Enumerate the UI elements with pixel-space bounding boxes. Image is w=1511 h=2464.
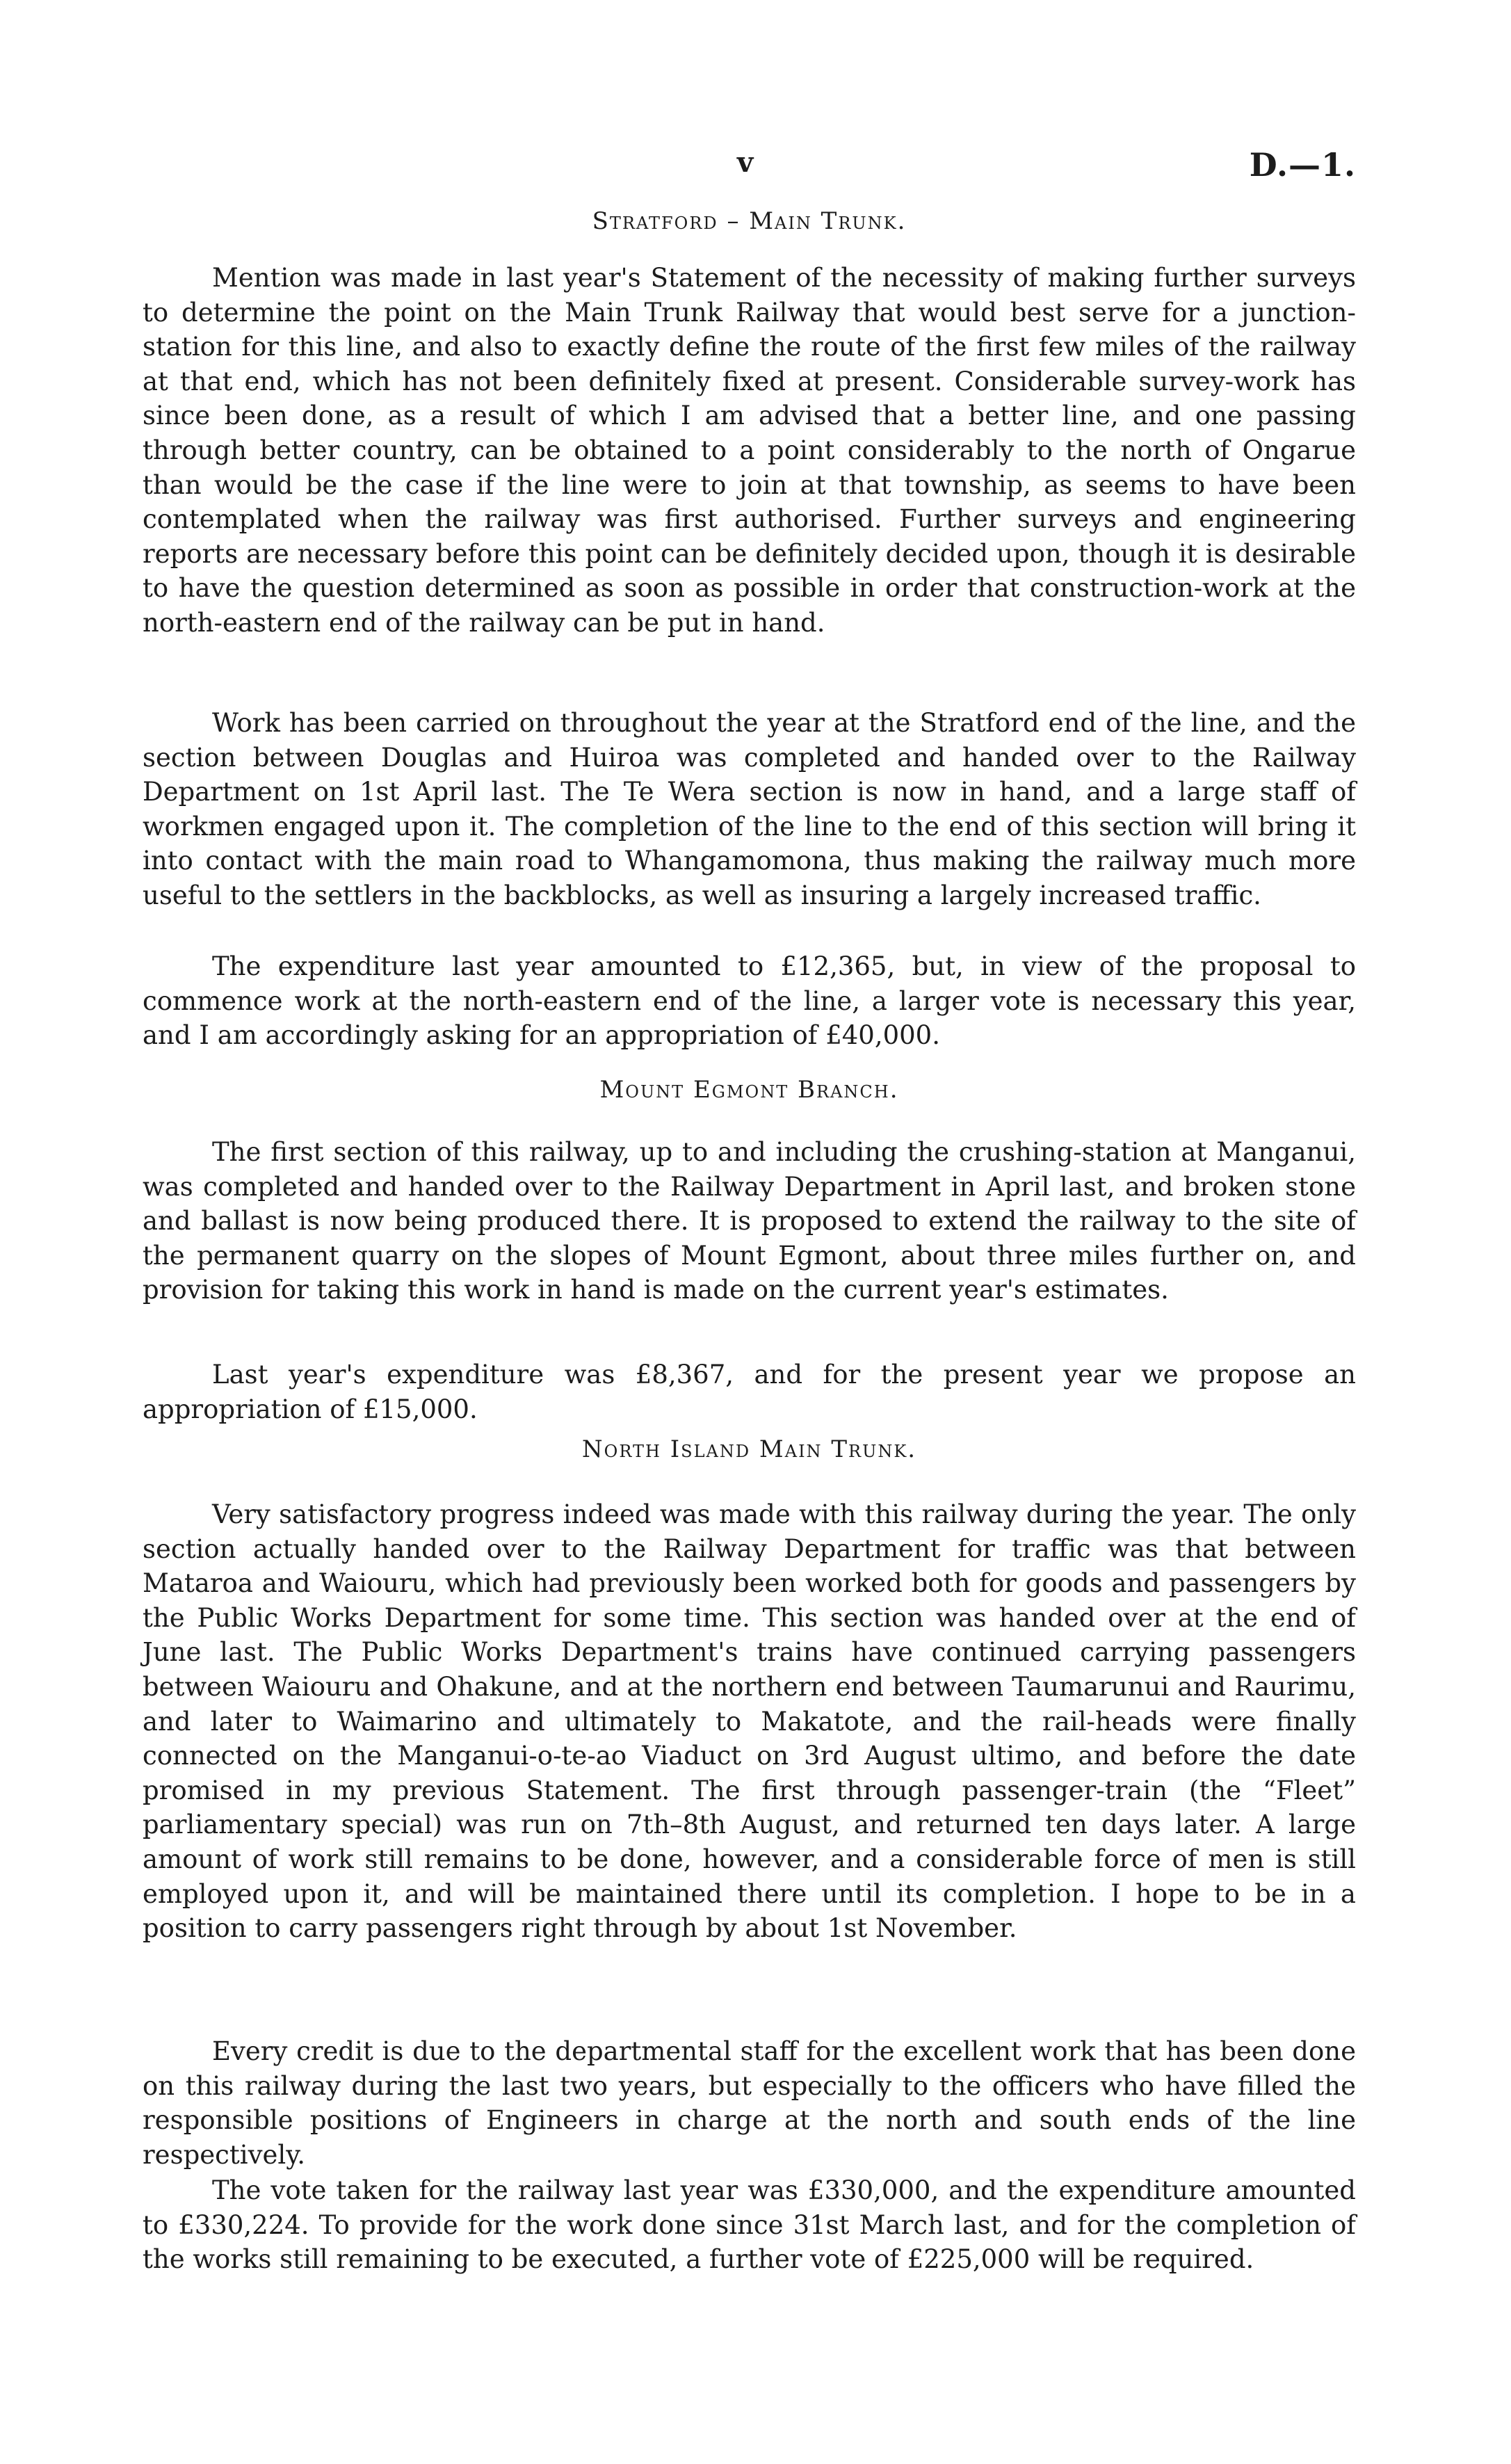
- document-reference: D.—1.: [1249, 146, 1356, 184]
- paragraph: Work has been carried on throughout the year at the Stratford end of the line, and the section between Douglas and Huiroa was completed and handed over to the Railway Department on 1st April last. The Te Wera section is now in hand, and a large staff of workmen engaged upon it. The completion of the line to the end of this section will bring it into contact with the main road to Whangamomona, thus making the railway much more useful to the settlers in the backblocks, as well as insuring a largely increased traffic.: [143, 708, 1356, 910]
- section-heading-mount-egmont: Mount Egmont Branch.: [599, 1076, 899, 1104]
- paragraph: Very satisfactory progress indeed was made with this railway during the year. The only section actually handed over to the Railway Department for traffic was that between Mataroa and Waiouru, which had previously been worked both for goods and passengers by the Public Works Department for some time. This section was handed over at the end of June last. The Public Works Department's trains have continued carrying passengers between Waiouru and Ohakune, and at the northern end between Taumarunui and Raurimu, and later to Waimarino and ultimately to Makatote, and the rail-heads were finally connected on the Manganui-o-te-ao Viaduct on 3rd August ultimo, and before the date promised in my previous Statement. The first through passenger-train (the “Fleet” parliamentary special) was run on 7th–8th August, and returned ten days later. A large amount of work still remains to be done, however, and a considerable force of men is still employed upon it, and will be maintained there until its completion. I hope to be in a position to carry passengers right through by about 1st November.: [143, 1499, 1356, 1944]
- paragraph: Last year's expenditure was £8,367, and for the present year we propose an appropriation of £15,000.: [143, 1360, 1356, 1424]
- paragraph: The first section of this railway, up to and including the crushing-station at Manganui, was completed and handed over to the Railway Department in April last, and broken stone and ballast is now being produced there. It is proposed to extend the railway to the site of the permanent quarry on the slopes of Mount Egmont, about three miles further on, and provision for taking this work in hand is made on the current year's estimates.: [143, 1137, 1356, 1305]
- section-heading-stratford: Stratford – Main Trunk.: [592, 207, 907, 235]
- paragraph: The expenditure last year amounted to £12,365, but, in view of the proposal to commence work at the north-eastern end of the line, a larger vote is necessary this year, and I am accordingly asking for an appropriation of £40,000.: [143, 951, 1356, 1051]
- page-header: [143, 146, 1356, 188]
- paragraph: The vote taken for the railway last year was £330,000, and the expenditure amounted to £330,224. To provide for the work done since 31st March last, and for the completion of the works still remaining to be executed, a further vote of £225,000 will be required.: [143, 2175, 1356, 2275]
- paragraph: Every credit is due to the departmental staff for the excellent work that has been done on this railway during the last two years, but especially to the officers who have filled the responsible positions of Engineers in charge at the north and south ends of the line respectively.: [143, 2036, 1356, 2170]
- section-heading-north-island-main-trunk: North Island Main Trunk.: [581, 1435, 917, 1463]
- page-number: v: [737, 146, 754, 179]
- paragraph: Mention was made in last year's Statement of the necessity of making further surveys to determine the point on the Main Trunk Railway that would best serve for a junction-station for this line, and also to exactly define the route of the first few miles of the railway at that end, which has not been definitely fixed at present. Considerable survey-work has since been done, as a result of which I am advised that a better line, and one passing through better country, can be obtained to a point considerably to the north of Ongarue than would be the case if the line were to join at that township, as seems to have been contemplated when the railway was first authorised. Further surveys and engineering reports are necessary before this point can be definitely decided upon, though it is desirable to have the question determined as soon as possible in order that construction-work at the north-eastern end of the railway can be put in hand.: [143, 263, 1356, 638]
